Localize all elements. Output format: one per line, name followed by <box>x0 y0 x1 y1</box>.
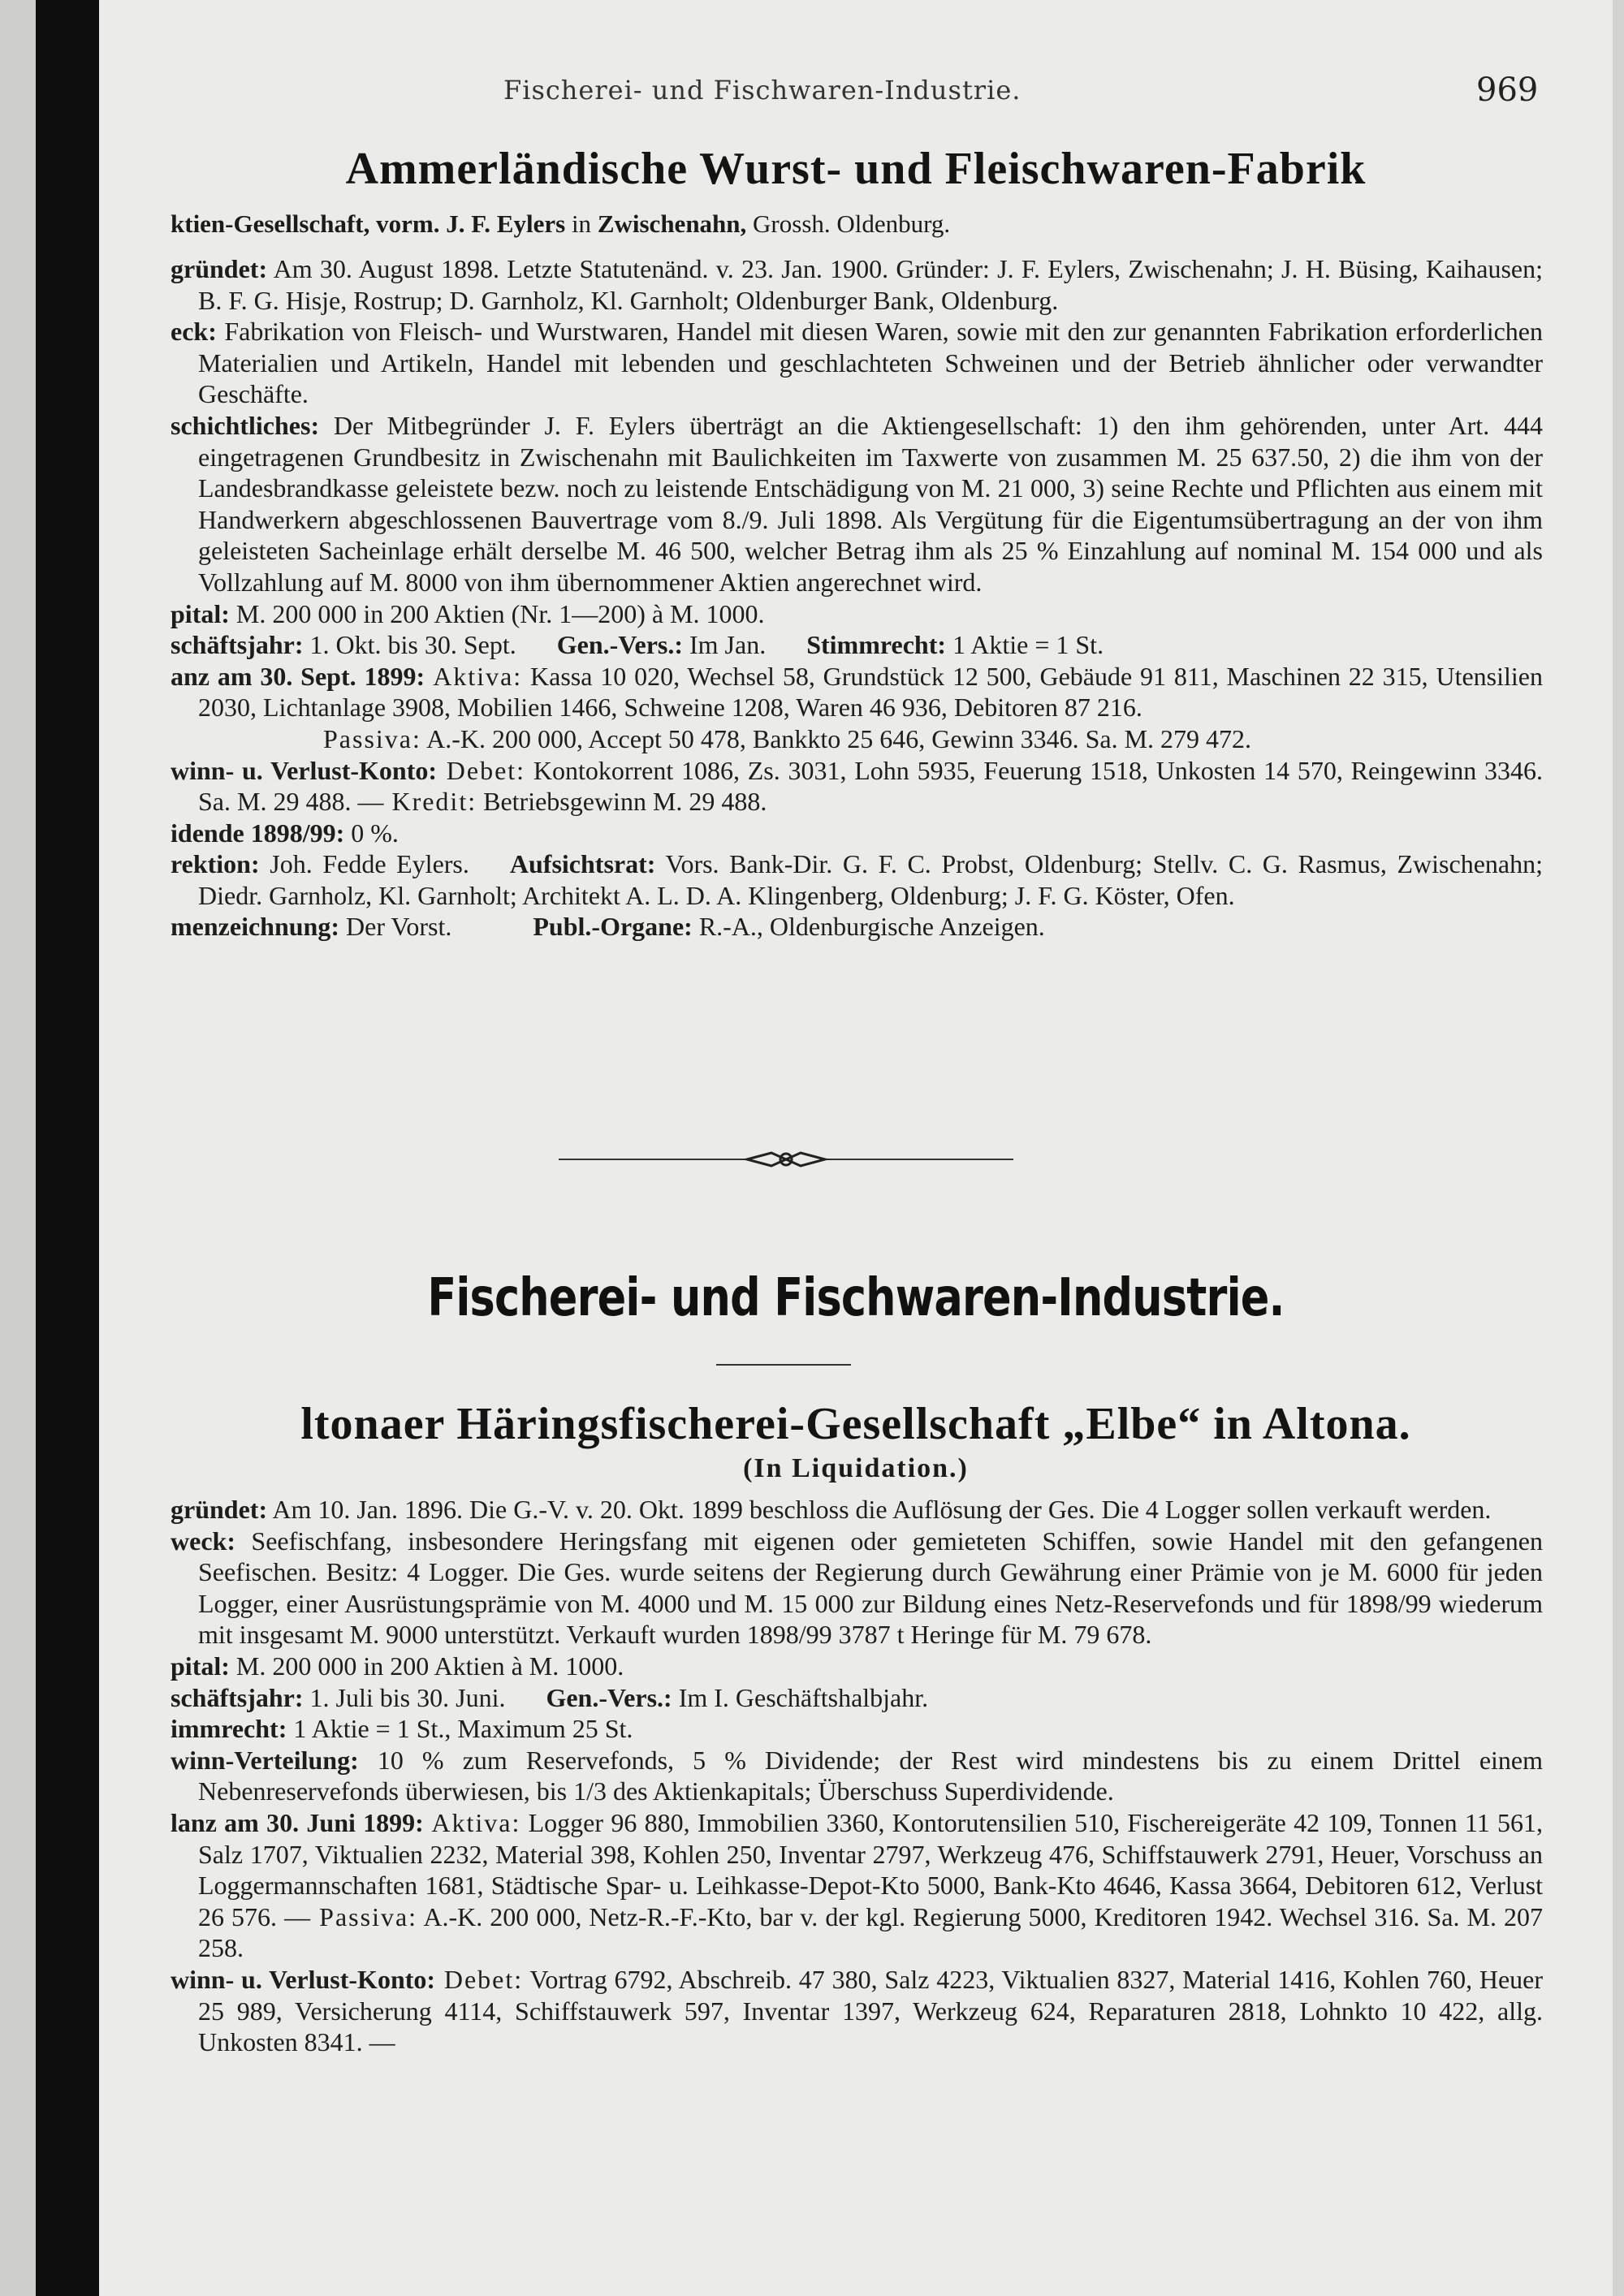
company-legal-name: ktien-Gesellschaft, vorm. J. F. Eylers <box>171 209 566 238</box>
entry-label: winn-Verteilung: <box>171 1745 359 1775</box>
entry-text: M. 200 000 in 200 Aktien à M. 1000. <box>229 1651 624 1681</box>
company1-entries <box>171 253 1543 943</box>
entry-text: 1 Aktie = 1 St. <box>946 630 1104 660</box>
company-place: Zwischenahn, <box>597 209 747 238</box>
entry-text: Kassa 10 020, Wechsel 58, Grundstück 12 500, Gebäude 91 811, Maschinen 22 315, Utensilien 2030, Lichtanlage 3908, Mobilien 1466, Schweine 1208, Waren 46 936, Debitoren 87 216. <box>198 661 1544 723</box>
entry-label: schichtliches: <box>171 410 320 440</box>
aktiva-label: Aktiva: <box>423 1807 521 1837</box>
entry-text: A.-K. 200 000, Netz-R.-F.-Kto, bar v. der kgl. Regierung 5000, Kreditoren 1942. Wechsel 316. Sa. M. 207 258. <box>198 1901 1544 1963</box>
entry-label: pital: <box>171 1651 230 1681</box>
entry-text: 0 %. <box>344 818 399 848</box>
entry-text: Am 10. Jan. 1896. Die G.-V. v. 20. Okt. 1899 beschloss die Auflösung der Ges. Die 4 Logger sollen verkauft werden. <box>267 1495 1492 1524</box>
entry-text: Im I. Geschäftshalbjahr. <box>672 1682 929 1712</box>
entry-label: eck: <box>171 317 217 347</box>
running-head: Fischerei- und Fischwaren-Industrie. <box>503 75 1021 106</box>
entry-dividende <box>171 818 1543 849</box>
entry-text: M. 200 000 in 200 Aktien (Nr. 1—200) à M. 1000. <box>229 598 765 628</box>
entry-text: Joh. Fedde Eylers. <box>259 849 469 879</box>
entry-label: Aufsichtsrat: <box>509 849 656 879</box>
company-title-ammerland: Ammerländische Wurst- und Fleischwaren-Fabrik <box>345 144 1367 194</box>
entry-geschaeftsjahr <box>171 1682 1543 1714</box>
entry-text: Logger 96 880, Immobilien 3360, Kontorutensilien 510, Fischereigeräte 42 109, Tonnen 11 561, Salz 1707, Viktualien 2232, Material 398, Kohlen 250, Inventar 2797, Werkzeug 476, Schiffstauwerk 2791, Heuer, Vorschuss an Loggermannschaften 1681, Städtische Spar- u. Leihkasse-Depot-Kto 5000, Bank-Kto 4646, Kassa 3664, Debitoren 612, Verlust 26 576. — <box>198 1807 1544 1931</box>
entry-label: lanz am 30. Juni 1899: <box>171 1807 424 1837</box>
document-page <box>99 0 1613 2296</box>
entry-geschichtliches <box>171 410 1543 598</box>
entry-text: Der Mitbegründer J. F. Eylers überträgt an die Aktiengesellschaft: 1) den ihm gehörenden, unter Art. 444 eingetragenen Grundbesitz in Zwischenahn mit Baulichkeiten im Taxwerte von zusammen M. 25 637.50, 2) die ihm von der Landesbrandkasse geleistete bezw. noch zu leistende Entschädigung von M. 21 000, 3) seine Rechte und Pflichten aus einem mit Handwerkern abgeschlossenen Bauvertrage vom 8./9. Juli 1898. Als Vergütung für die Eigentumsübertragung an der von ihm geleisteten Sacheinlage erhält derselbe M. 46 500, welcher Betrag ihm als 25 % Einzahlung auf nominal M. 154 000 und als Vollzahlung auf M. 8000 von ihm übernommener Aktien angerechnet wird. <box>198 410 1543 597</box>
page-number: 969 <box>1476 71 1539 109</box>
entry-label: Publ.-Organe: <box>533 912 693 942</box>
entry-label: Stimmrecht: <box>806 630 946 660</box>
entry-text: A.-K. 200 000, Accept 50 478, Bankkto 25 646, Gewinn 3346. Sa. M. 279 472. <box>421 723 1252 753</box>
passiva-label: Passiva: <box>310 1901 418 1931</box>
company-subtitle <box>171 209 1543 239</box>
entry-label: idende 1898/99: <box>171 818 345 848</box>
entry-text: Am 30. August 1898. Letzte Statutenänd. v. 23. Jan. 1900. Gründer: J. F. Eylers, Zwischenahn; J. H. Büsing, Kaihausen; B. F. G. Hisje, Rostrup; D. Garnholz, Kl. Garnholt; Oldenburger Bank, Oldenburg. <box>198 254 1543 315</box>
entry-kapital <box>171 598 1543 630</box>
book-spine-shadow <box>36 0 99 2296</box>
entry-text: Kontokorrent 1086, Zs. 3031, Lohn 5935, Feuerung 1518, Unkosten 14 570, Reingewinn 3346. Sa. M. 29 488. — <box>198 755 1544 817</box>
entry-text: 1. Juli bis 30. Juni. <box>303 1682 506 1712</box>
entry-text: Im Jan. <box>683 630 767 660</box>
entry-bilanz <box>171 661 1543 755</box>
entry-kapital <box>171 1651 1543 1682</box>
entry-label: schäftsjahr: <box>171 630 304 660</box>
entry-text: 10 % zum Reservefonds, 5 % Dividende; der Rest wird mindestens bis zu einem Drittel einem Nebenreservefonds überwiesen, bis 1/3 des Aktienkapitals; Überschuss Superdividende. <box>198 1745 1543 1806</box>
entry-label: Gen.-Vers.: <box>546 1682 672 1712</box>
entry-text: R.-A., Oldenburgische Anzeigen. <box>692 912 1045 942</box>
entry-direktion <box>171 848 1543 911</box>
kredit-label: Kredit: <box>383 787 477 817</box>
subtitle-in: in <box>565 209 598 238</box>
company-title-altona: ltonaer Häringsfischerei-Gesellschaft „Elbe“ in Altona. <box>300 1399 1411 1449</box>
entry-label: gründet: <box>171 1495 268 1524</box>
entry-text: Vors. Bank-Dir. G. F. C. Probst, Oldenburg; Stellv. C. G. Rasmus, Zwischenahn; Diedr. Garnholz, Kl. Garnholt; Architekt A. L. D. A. Klingenberg, Oldenburg; J. F. G. Köster, Ofen. <box>198 849 1544 910</box>
entry-zweck <box>171 1526 1543 1651</box>
entry-label: anz am 30. Sept. 1899: <box>171 661 425 691</box>
page-edge <box>1613 0 1624 2296</box>
entry-label: gründet: <box>171 254 268 283</box>
section-title: Fischerei- und Fischwaren-Industrie. <box>427 1268 1285 1328</box>
entry-gewinn-verteilung <box>171 1745 1543 1807</box>
entry-label: schäftsjahr: <box>171 1682 304 1712</box>
scan-background <box>0 0 36 2296</box>
entry-geschaeftsjahr <box>171 629 1543 661</box>
debet-label: Debet: <box>435 1964 524 1994</box>
entry-text: Fabrikation von Fleisch- und Wurstwaren, Handel mit diesen Waren, sowie mit den zur genannten Fabrikation erforderlichen Materialien und Artikeln, Handel mit lebenden und geschlachteten Schweinen und der Betrieb ähnlicher oder verwandter Geschäfte. <box>198 317 1543 409</box>
entry-firmenzeichnung <box>171 911 1543 943</box>
entry-label: winn- u. Verlust-Konto: <box>171 1964 436 1994</box>
passiva-label: Passiva: <box>323 723 421 753</box>
entry-text: 1. Okt. bis 30. Sept. <box>303 630 516 660</box>
entry-zweck <box>171 316 1543 410</box>
entry-text: Der Vorst. <box>339 912 452 942</box>
entry-label: winn- u. Verlust-Konto: <box>171 755 438 785</box>
entry-label: rektion: <box>171 849 260 879</box>
ornament-divider <box>559 1145 1013 1174</box>
entry-gegruendet <box>171 253 1543 316</box>
section-rule <box>716 1364 851 1366</box>
aktiva-label: Aktiva: <box>425 661 523 691</box>
entry-stimmrecht <box>171 1713 1543 1745</box>
entry-label: menzeichnung: <box>171 912 339 942</box>
entry-bilanz <box>171 1807 1543 1964</box>
entry-text: Betriebsgewinn M. 29 488. <box>477 787 767 817</box>
entry-gewinn-verlust <box>171 1964 1543 2058</box>
entry-label: immrecht: <box>171 1714 287 1744</box>
entry-label: weck: <box>171 1526 235 1556</box>
liquidation-status: (In Liquidation.) <box>743 1453 969 1483</box>
entry-label: Gen.-Vers.: <box>556 630 683 660</box>
debet-label: Debet: <box>437 755 526 785</box>
entry-label: pital: <box>171 598 230 628</box>
entry-text: Vortrag 6792, Abschreib. 47 380, Salz 4223, Viktualien 8327, Material 1416, Kohlen 760, Heuer 25 989, Versicherung 4114, Schiffstauwerk 597, Inventar 1397, Werkzeug 624, Reparaturen 2818, Lohnkto 10 422, allg. Unkosten 8341. — <box>198 1964 1544 2057</box>
entry-gegruendet <box>171 1494 1543 1526</box>
company-region: Grossh. Oldenburg. <box>746 209 951 238</box>
company2-entries <box>171 1494 1543 2058</box>
entry-text: 1 Aktie = 1 St., Maximum 25 St. <box>287 1714 633 1744</box>
entry-text: Seefischfang, insbesondere Heringsfang mit eigenen oder gemieteten Schiffen, sowie Handel mit den gefangenen Seefischen. Besitz: 4 Logger. Die Ges. wurde seitens der Regierung durch Gewährung einer Prämie von je M. 6000 für jeden Logger, einer Ausrüstungsprämie von M. 4000 und M. 15 000 zur Bildung eines Netz-Reservefonds und für 1898/99 wiederum mit insgesamt M. 9000 unterstützt. Verkauft wurden 1898/99 3787 t Heringe für M. 79 678. <box>198 1526 1543 1650</box>
entry-gewinn-verlust <box>171 755 1543 818</box>
